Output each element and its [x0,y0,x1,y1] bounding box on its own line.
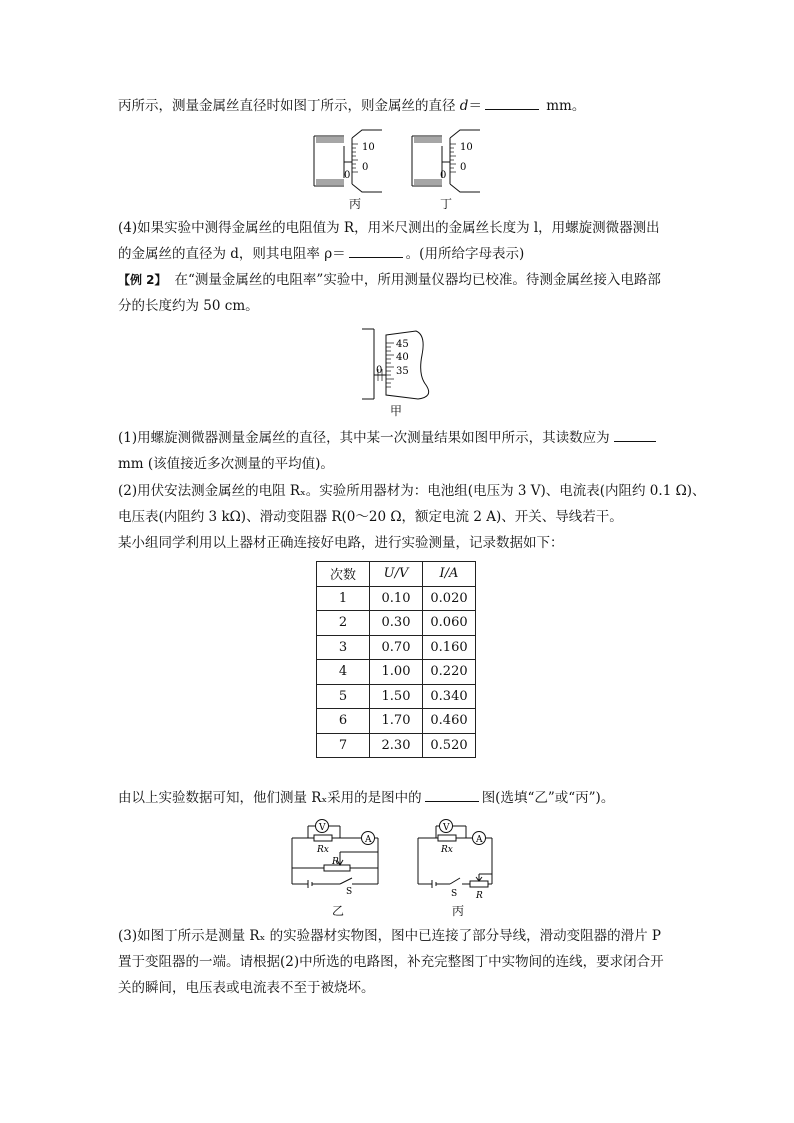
caption-jia: 甲 [390,404,403,418]
caption-bing-circuit: 丙 [452,904,465,918]
q4-line2-suffix: 。(用所给字母表示) [405,246,525,262]
cell: 0.520 [423,733,476,758]
example2-text: 在“测量金属丝的电阻率”实验中，所用测量仪器均已校准。待测金属丝接入电路部 [174,272,661,288]
example2-tag: 【例 2】 [118,273,167,287]
q2-line3: 某小组同学利用以上器材正确连接好电路，进行实验测量，记录数据如下： [118,535,564,551]
unit-mm: mm。 [541,98,586,114]
q3-line2: 置于变阻器的一端。请根据(2)中所选的电路图，补充完整图丁中实物间的连线，要求闭合开 [118,954,664,970]
q2-line2: 电压表(内阻约 3 kΩ)、滑动变阻器 R(0～20 Ω，额定电流 2 A)、开关、导线若干。 [118,509,623,525]
caption-ding: 丁 [440,197,453,211]
cell: 0.70 [370,635,423,660]
cell: 0.340 [423,684,476,709]
bing-ammeter-label: A [476,835,483,845]
yi-r-label: R [332,857,339,867]
q1-text: (1)用螺旋测微器测量金属丝的直径，其中某一次测量结果如图甲所示，其读数应为 [118,430,610,446]
bing-main-0: 0 [344,170,351,181]
ding-tick-0: 0 [460,162,467,173]
bing-rx-label: Rx [441,845,453,855]
cell: 5 [317,684,370,709]
cell: 0.30 [370,611,423,636]
bing-tick-0: 0 [362,162,369,173]
cell: 0.10 [370,586,423,611]
bing-r-label: R [476,891,483,901]
q2-line1: (2)用伏安法测金属丝的电阻 Rₓ。实验所用器材为：电池组(电压为 3 V)、电流表(内阻约 0.1 Ω)、 [118,483,706,499]
q4-line1: (4)如果实验中测得金属丝的电阻值为 R，用米尺测出的金属丝长度为 l，用螺旋测微器测出 [118,220,660,236]
answer-blank-resistivity[interactable] [349,245,403,258]
table-row [317,660,476,685]
answer-blank-reading[interactable] [614,429,656,442]
micrometer-figures-bing-ding [300,122,510,208]
q4-line2 [118,244,524,264]
table-row [317,635,476,660]
cell: 0.060 [423,611,476,636]
cell: 0.460 [423,709,476,734]
cell: 7 [317,733,370,758]
table-row [317,611,476,636]
bing-tick-10: 10 [362,142,375,153]
header-voltage: U/V [370,562,423,587]
text-line-diameter [118,96,585,116]
circuit-bing [418,820,492,889]
table-row [317,709,476,734]
table-row [317,684,476,709]
answer-blank-circuit[interactable] [425,789,479,802]
jia-tick-45: 45 [396,339,409,350]
var-d: d [459,98,469,114]
cell: 0.160 [423,635,476,660]
micrometer-ding [412,130,480,192]
cell: 4 [317,660,370,685]
example2-line2: 分的长度约为 50 cm。 [118,298,259,314]
cell: 6 [317,709,370,734]
cell: 1.00 [370,660,423,685]
caption-bing: 丙 [349,197,362,211]
table-row [317,586,476,611]
micrometer-bing [314,130,382,192]
yi-ammeter-label: A [365,835,372,845]
q3-line1: (3)如图丁所示是测量 Rₓ 的实验器材实物图，图中已连接了部分导线，滑动变阻器的滑片 P [118,928,661,944]
q1-line1 [118,428,659,448]
ding-tick-10: 10 [460,142,473,153]
bing-voltmeter-label: V [443,823,450,833]
q4-line2-prefix: 的金属丝的直径为 d，则其电阻率 ρ＝ [118,246,346,262]
cell: 3 [317,635,370,660]
q1-line2: mm (该值接近多次测量的平均值)。 [118,456,334,472]
cell: 0.020 [423,586,476,611]
cell: 2.30 [370,733,423,758]
table-header-row [317,562,476,587]
cell: 1 [317,586,370,611]
example2-line1 [118,270,661,290]
micrometer-figure-jia [356,325,446,405]
circuit-yi [292,820,378,889]
text-diameter-prefix: 丙所示，测量金属丝直径时如图丁所示，则金属丝的直径 [118,98,460,114]
cell: 0.220 [423,660,476,685]
cell: 2 [317,611,370,636]
header-current: I/A [423,562,476,587]
ding-main-0: 0 [440,170,447,181]
yi-voltmeter-label: V [319,823,326,833]
table-row [317,733,476,758]
measurement-table [316,561,476,758]
bing-s-label: S [451,889,458,899]
cell: 1.50 [370,684,423,709]
yi-rx-label: Rx [317,845,329,855]
after-table-prefix: 由以上实验数据可知，他们测量 Rₓ采用的是图中的 [118,790,422,806]
jia-tick-40: 40 [396,352,409,363]
jia-tick-35: 35 [396,366,409,377]
q3-line3: 关的瞬间，电压表或电流表不至于被烧坏。 [118,980,375,996]
cell: 1.70 [370,709,423,734]
header-count: 次数 [317,562,370,587]
after-table-line [118,788,614,808]
jia-main-0: 0 [376,365,383,376]
answer-blank-diameter[interactable] [485,97,539,110]
equals-sign: ＝ [468,98,482,114]
after-table-suffix: 图(选填“乙”或“丙”)。 [481,790,615,806]
yi-s-label: S [346,887,353,897]
circuit-diagrams [286,812,506,904]
caption-yi: 乙 [332,904,345,918]
